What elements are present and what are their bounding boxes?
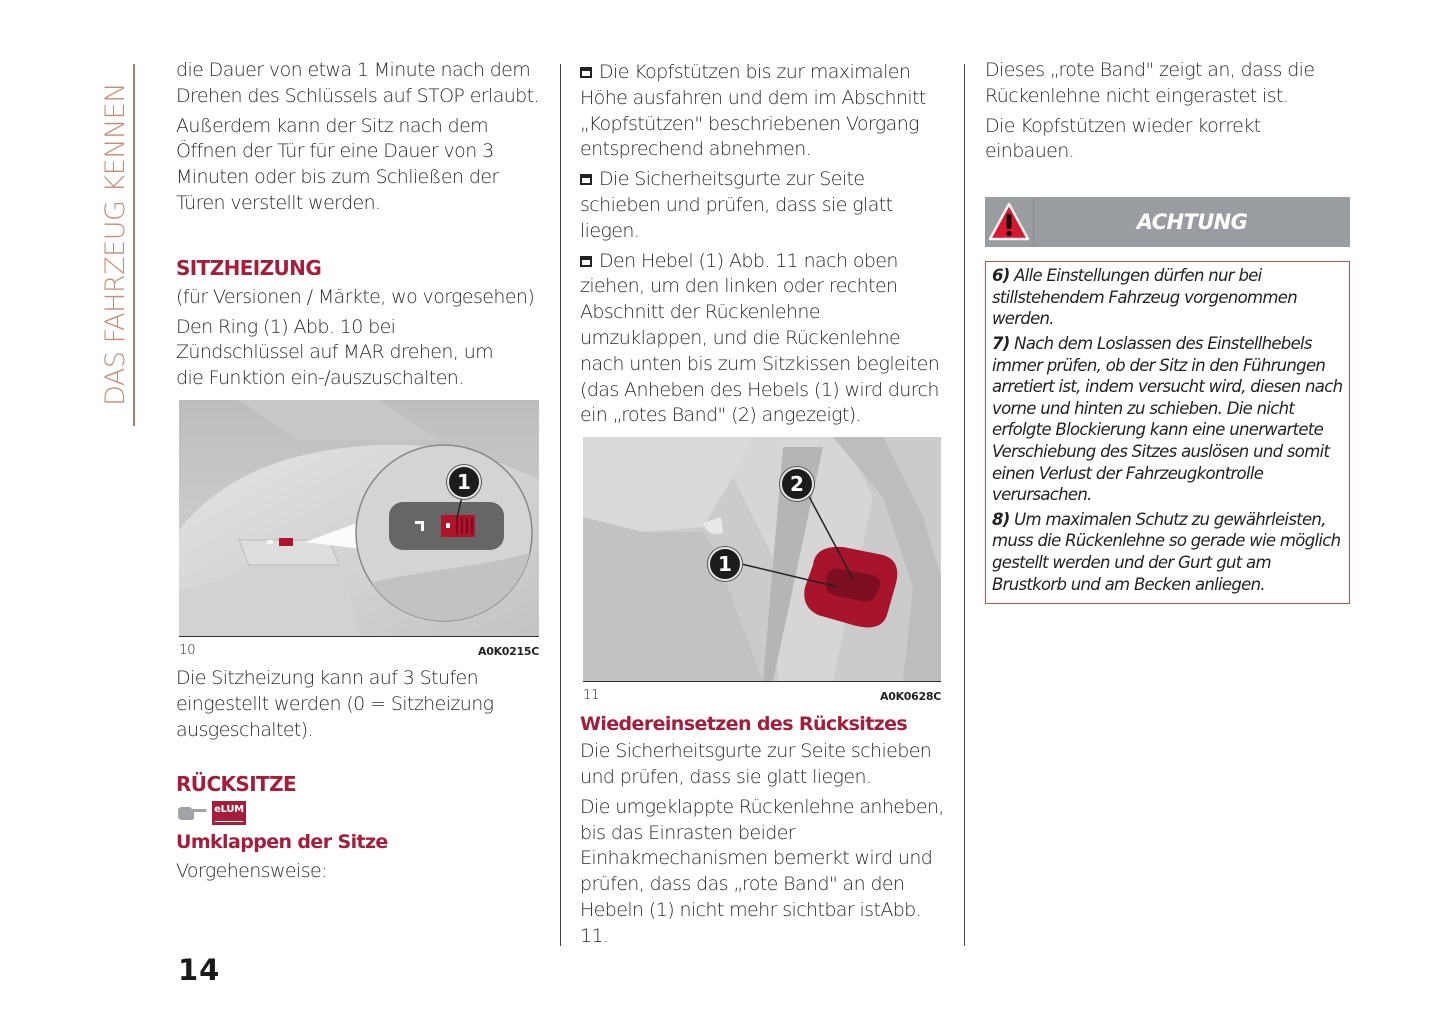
bullet-text: Die Kopfstützen bis zur maximalen Höhe ausfahren und dem im Abschnitt „Kopfstützen" beschriebenen Vorgang entsprechend abnehmen. [580,61,926,161]
bullet-item [580,249,945,430]
figure-caption [583,681,941,703]
checkbox-bullet-icon [580,67,592,78]
chapter-title-text: DAS FAHRZEUG KENNEN [99,82,131,406]
chapter-title [98,62,132,426]
warning-title: ACHTUNG [1136,210,1248,235]
figure-image [583,437,941,681]
figure-image [179,400,539,636]
section-heading-sitzheizung: SITZHEIZUNG [176,255,322,280]
callout-1: 1 [447,465,481,499]
figure-caption [179,636,539,658]
warning-triangle-icon [988,201,1030,243]
paragraph: Die Sitzheizung kann auf 3 Stufen eingestellt werden (0 = Sitzheizung ausgeschaltet). [176,666,494,741]
elum-icon[interactable] [212,801,246,825]
figure-code: A0K0628C [880,690,941,704]
paragraph: Außerdem kann der Sitz nach dem Öffnen der Tür für eine Dauer von 3 Minuten oder bis zum Schließen der Türen verstellt werden. [176,114,499,214]
bullet-text: Den Hebel (1) Abb. 11 nach oben ziehen, um den linken oder rechten Abschnitt der Rückenlehne umzuklappen, und die Rückenlehne nach unten bis zum Sitzkissen begleiten (das Anheben des Hebels (1) wird durch ein „rotes Band" (2) angezeigt). [580,249,940,427]
column-1 [176,58,546,889]
page-number: 14 [178,953,221,987]
section-heading-ruecksitze: RÜCKSITZE [176,772,297,797]
column-2 [580,60,945,954]
figure-code: A0K0215C [478,644,539,658]
column-divider [964,64,965,946]
bullet-item [580,60,945,163]
warning-item [992,333,1343,506]
subheading-wiedereinsetzen: Wiedereinsetzen des Rücksitzes [580,713,908,736]
warning-item-number: 8) [992,509,1010,529]
paragraph: Die Kopfstützen wieder korrekt einbauen. [985,114,1261,163]
warning-icon-box [985,197,1034,247]
warning-item [992,265,1343,330]
chapter-rule [133,64,135,426]
column-divider [560,64,561,946]
checkbox-bullet-icon [580,174,592,185]
paragraph: (für Versionen / Märkte, wo vorgesehen) [176,285,535,308]
bullet-text: Die Sicherheitsgurte zur Seite schieben und prüfen, dass sie glatt liegen. [580,168,893,242]
warning-item-number: 6) [992,266,1010,286]
rear-seat-lever-illustration [583,437,941,681]
figure-11 [583,437,941,703]
warning-item [992,509,1343,595]
warning-item-text: Um maximalen Schutz zu gewährleisten, muss die Rückenlehne so gerade wie möglich gestellt werden und der Gurt gut am Brustkorb und am Becken anliegen. [992,509,1341,594]
elum-reference [176,799,546,827]
warning-box [985,261,1350,604]
pointing-hand-icon [176,804,208,822]
paragraph: die Dauer von etwa 1 Minute nach dem Drehen des Schlüssels auf STOP erlaubt. [176,59,539,107]
warning-item-text: Nach dem Loslassen des Einstellhebels immer prüfen, ob der Sitz in den Führungen arretiert ist, indem versucht wird, diesen nach vorne und hinten zu schieben. Die nicht erfolgte Blockierung kann eine unerwartete Verschiebung des Sitzes auslösen und somit einen Verlust der Fahrzeugkontrolle verursachen. [992,333,1343,505]
figure-number: 11 [583,688,600,704]
paragraph: Die Sicherheitsgurte zur Seite schieben und prüfen, dass sie glatt liegen. [580,740,932,788]
column-3 [985,58,1350,604]
warning-header [985,197,1350,247]
figure-number: 10 [179,642,196,658]
callout-2: 2 [780,467,814,501]
paragraph: Vorgehensweise: [176,860,327,883]
callout-1: 1 [708,547,742,581]
figure-10 [179,400,539,658]
paragraph: Die umgeklappte Rückenlehne anheben, bis das Einrasten beider Einhakmechanismen bemerkt wird und prüfen, dass das „rote Band" an den Hebeln (1) nicht mehr sichtbar istAbb. 11. [580,795,944,947]
paragraph: Dieses „rote Band" zeigt an, dass die Rückenlehne nicht eingerastet ist. [985,59,1315,107]
warning-item-text: Alle Einstellungen dürfen nur bei stillstehendem Fahrzeug vorgenommen werden. [992,266,1297,329]
checkbox-bullet-icon [580,256,592,267]
bullet-item [580,167,900,244]
subheading-umklappen: Umklappen der Sitze [176,831,388,854]
elum-label: eLUM [214,804,244,816]
paragraph: Den Ring (1) Abb. 10 bei Zündschlüssel auf MAR drehen, um die Funktion ein-/auszuschalten. [176,315,494,390]
seat-heating-illustration [179,400,539,636]
warning-item-number: 7) [992,333,1010,353]
